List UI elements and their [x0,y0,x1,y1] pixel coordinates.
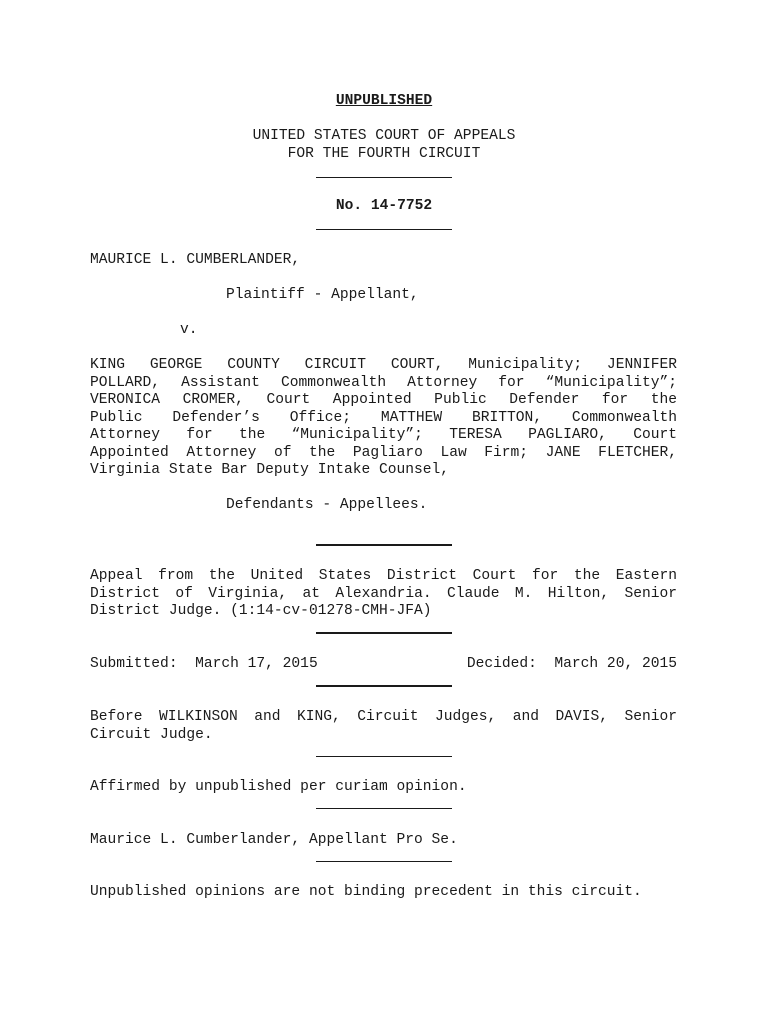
defendants-line: Public Defender’s Office; MATTHEW BRITTON, Commonwealth [90,409,677,426]
defendants-line: Attorney for the “Municipality”; TERESA PAGLIARO, Court [90,427,677,443]
precedent-note: Unpublished opinions are not binding precedent in this circuit. [90,884,642,900]
disposition: Affirmed by unpublished per curiam opinion. [90,779,467,795]
divider-rule [316,177,452,178]
defendant-role: Defendants - Appellees. [226,497,428,513]
defendants-line: Appointed Attorney of the Pagliaro Law Firm; JANE FLETCHER, [90,444,677,461]
decided-date: Decided: March 20, 2015 [466,656,677,672]
divider-rule [316,632,452,634]
defendants-line: Virginia State Bar Deputy Intake Counsel, [90,462,450,478]
submitted-date: Submitted: March 17, 2015 [90,656,318,672]
defendants-line: POLLARD, Assistant Commonwealth Attorney for “Municipality”; [90,374,677,391]
defendants-line: VERONICA CROMER, Court Appointed Public Defender for the [90,392,677,408]
case-number: No. 14-7752 [335,198,433,214]
panel-line: Before WILKINSON and KING, Circuit Judges, and DAVIS, Senior [90,709,677,725]
plaintiff-name: MAURICE L. CUMBERLANDER, [90,252,301,268]
divider-rule [316,544,452,546]
divider-rule [316,808,452,809]
plaintiff-role: Plaintiff - Appellant, [226,287,419,303]
divider-rule [316,756,452,757]
counsel: Maurice L. Cumberlander, Appellant Pro Se. [90,832,458,848]
divider-rule [316,861,452,862]
unpublished-heading: UNPUBLISHED [335,93,433,109]
defendants-line: KING GEORGE COUNTY CIRCUIT COURT, Municipality; JENNIFER [90,357,677,373]
dates-row [90,656,677,674]
court-name-line2: FOR THE FOURTH CIRCUIT [287,146,481,162]
versus: v. [180,322,198,338]
divider-rule [316,229,452,230]
divider-rule [316,685,452,687]
appeal-line: Appeal from the United States District Court for the Eastern [90,568,677,584]
appeal-line: District Judge. (1:14-cv-01278-CMH-JFA) [90,603,432,619]
appeal-line: District of Virginia, at Alexandria. Claude M. Hilton, Senior [90,585,677,602]
panel-line: Circuit Judge. [90,726,213,743]
court-name-line1: UNITED STATES COURT OF APPEALS [252,128,516,144]
